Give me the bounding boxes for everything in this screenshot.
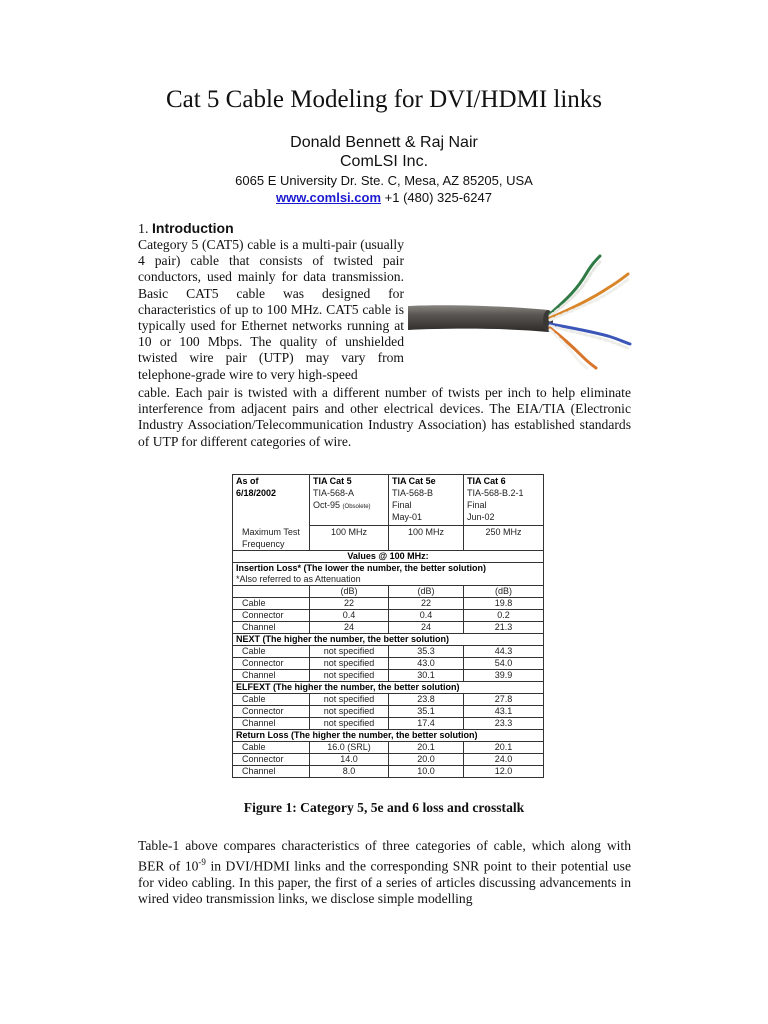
units-cat6: (dB)	[464, 585, 544, 597]
cell-cat5: 0.4	[310, 609, 389, 621]
table-row	[233, 705, 544, 717]
cat5e-header	[389, 475, 464, 526]
cell-cat5: not specified	[310, 705, 389, 717]
table-row	[233, 609, 544, 621]
cell-cat5: not specified	[310, 693, 389, 705]
table-row	[233, 753, 544, 765]
insertion-loss-note: *Also referred to as Attenuation	[233, 574, 544, 586]
max-frequency-cat5: 100 MHz	[310, 526, 389, 551]
cat6-header	[464, 475, 544, 526]
max-frequency-row	[233, 526, 544, 551]
cell-cat5e: 0.4	[389, 609, 464, 621]
cell-cat5: not specified	[310, 645, 389, 657]
elfext-title-row	[233, 681, 544, 693]
body-exponent: -9	[198, 857, 206, 868]
intro-paragraph-left: Category 5 (CAT5) cable is a multi-pair (usually 4 pair) cable that consists of twisted pair conductors, used mainly for data transmission. Basic CAT5 cable was designed for characteristics of up to 100 MHz. CAT5 cable is typically used for Ethernet networks running at 10 or 100 Mbps. The quality of unshielded twisted wire pair (UTP) may vary from telephone-grade wire to very high-speed	[138, 237, 404, 382]
cell-cat6: 27.8	[464, 693, 544, 705]
asof-date: 6/18/2002	[236, 488, 277, 498]
cell-cat5: 16.0 (SRL)	[310, 741, 389, 753]
body-text-part1: Table-1 above compares characteristics of three categories of cable, which along with BER of 10	[138, 838, 631, 874]
row-label: Cable	[233, 597, 310, 609]
row-label: Connector	[233, 609, 310, 621]
row-label: Connector	[233, 753, 310, 765]
authors: Donald Bennett & Raj Nair	[290, 134, 478, 151]
cell-cat6: 19.8	[464, 597, 544, 609]
figure-caption: Figure 1: Category 5, 5e and 6 loss and crosstalk	[243, 800, 525, 815]
row-label: Channel	[233, 669, 310, 681]
cat5-note: (Obsolete)	[342, 504, 371, 510]
return-loss-title-row	[233, 729, 544, 741]
values-title: Values @ 100 MHz:	[233, 550, 544, 562]
cell-cat6: 23.3	[464, 717, 544, 729]
values-title-row	[233, 550, 544, 562]
cat5e-status: Final	[392, 500, 412, 510]
row-label: Channel	[233, 765, 310, 777]
table-row	[233, 621, 544, 633]
cat5e-standard: TIA-568-B	[392, 488, 434, 498]
cat5-date: Oct-95	[313, 500, 341, 510]
cell-cat6: 39.9	[464, 669, 544, 681]
cat5-header	[310, 475, 389, 526]
max-frequency-cat5e: 100 MHz	[389, 526, 464, 551]
row-label: Cable	[233, 645, 310, 657]
cell-cat5e: 43.0	[389, 657, 464, 669]
table-row	[233, 669, 544, 681]
units-cat5: (dB)	[310, 585, 389, 597]
cell-cat5e: 17.4	[389, 717, 464, 729]
units-blank	[233, 585, 310, 597]
cell-cat6: 24.0	[464, 753, 544, 765]
section-heading	[138, 220, 234, 238]
cell-cat5: 8.0	[310, 765, 389, 777]
asof-label: As of	[236, 476, 259, 486]
next-title: NEXT (The higher the number, the better solution)	[233, 633, 544, 645]
intro-paragraph: cable. Each pair is twisted with a different number of twists per inch to help eliminate interference from adjacent pairs and other electrical devices. The EIA/TIA (Electronic Industry Association/Telecommunication Industry Association) has established standards of UTP for different categories of wire.	[138, 385, 631, 449]
cell-cat5e: 23.8	[389, 693, 464, 705]
cell-cat6: 20.1	[464, 741, 544, 753]
cell-cat5e: 30.1	[389, 669, 464, 681]
cell-cat6: 0.2	[464, 609, 544, 621]
cell-cat5: 22	[310, 597, 389, 609]
website-link[interactable]: www.comlsi.com	[276, 190, 382, 205]
cell-cat6: 12.0	[464, 765, 544, 777]
row-label: Cable	[233, 693, 310, 705]
insertion-loss-note-row	[233, 574, 544, 586]
table-row	[233, 765, 544, 777]
cat6-standard: TIA-568-B.2-1	[467, 488, 524, 498]
row-label: Channel	[233, 621, 310, 633]
table-row	[233, 645, 544, 657]
cable-spec-table	[232, 474, 544, 778]
row-label: Connector	[233, 657, 310, 669]
company-name: ComLSI Inc.	[339, 153, 429, 170]
table-row	[233, 657, 544, 669]
return-loss-title: Return Loss (The higher the number, the better solution)	[233, 729, 544, 741]
cat6-date: Jun-02	[467, 512, 495, 522]
elfext-title: ELFEXT (The higher the number, the better solution)	[233, 681, 544, 693]
cat5e-date: May-01	[392, 512, 423, 522]
max-frequency-cat6: 250 MHz	[464, 526, 544, 551]
table-header-row	[233, 475, 544, 526]
row-label: Cable	[233, 741, 310, 753]
table-row	[233, 741, 544, 753]
cell-cat5: not specified	[310, 669, 389, 681]
cell-cat6: 44.3	[464, 645, 544, 657]
row-label: Channel	[233, 717, 310, 729]
phone-number: +1 (480) 325-6247	[384, 190, 492, 205]
units-cat5e: (dB)	[389, 585, 464, 597]
cell-cat5e: 22	[389, 597, 464, 609]
cell-cat6: 54.0	[464, 657, 544, 669]
cat5-cable-image	[408, 248, 634, 370]
cell-cat6: 43.1	[464, 705, 544, 717]
cat5-title: TIA Cat 5	[313, 476, 352, 486]
section-title: Introduction	[152, 220, 234, 236]
table-row	[233, 717, 544, 729]
paper-title: Cat 5 Cable Modeling for DVI/HDMI links	[165, 86, 603, 113]
cat6-status: Final	[467, 500, 487, 510]
cell-cat5: not specified	[310, 657, 389, 669]
body-text-part2: in DVI/HDMI links and the corresponding SNR point to their potential use for video cabling. In this paper, the first of a series of articles discussing advancements in wired video transmission links, we disclose simple modelling	[138, 858, 631, 907]
section-number: 1.	[138, 222, 149, 237]
cat5-standard: TIA-568-A	[313, 488, 355, 498]
next-title-row	[233, 633, 544, 645]
cell-cat5e: 35.1	[389, 705, 464, 717]
cell-cat5e: 20.1	[389, 741, 464, 753]
asof-cell	[233, 475, 310, 526]
cell-cat5e: 24	[389, 621, 464, 633]
insertion-loss-title: Insertion Loss* (The lower the number, the better solution)	[233, 562, 544, 574]
insertion-loss-title-row	[233, 562, 544, 574]
cell-cat5e: 35.3	[389, 645, 464, 657]
cat6-title: TIA Cat 6	[467, 476, 506, 486]
cell-cat5: not specified	[310, 717, 389, 729]
cell-cat5: 24	[310, 621, 389, 633]
body-paragraph	[138, 838, 631, 907]
cell-cat6: 21.3	[464, 621, 544, 633]
cell-cat5e: 10.0	[389, 765, 464, 777]
table-row	[233, 693, 544, 705]
address: 6065 E University Dr. Ste. C, Mesa, AZ 85205, USA	[235, 173, 533, 188]
max-frequency-label: Maximum Test Frequency	[233, 526, 310, 551]
cell-cat5: 14.0	[310, 753, 389, 765]
row-label: Connector	[233, 705, 310, 717]
units-row	[233, 585, 544, 597]
table-row	[233, 597, 544, 609]
cat5e-title: TIA Cat 5e	[392, 476, 436, 486]
contact-line	[0, 190, 768, 205]
cell-cat5e: 20.0	[389, 753, 464, 765]
